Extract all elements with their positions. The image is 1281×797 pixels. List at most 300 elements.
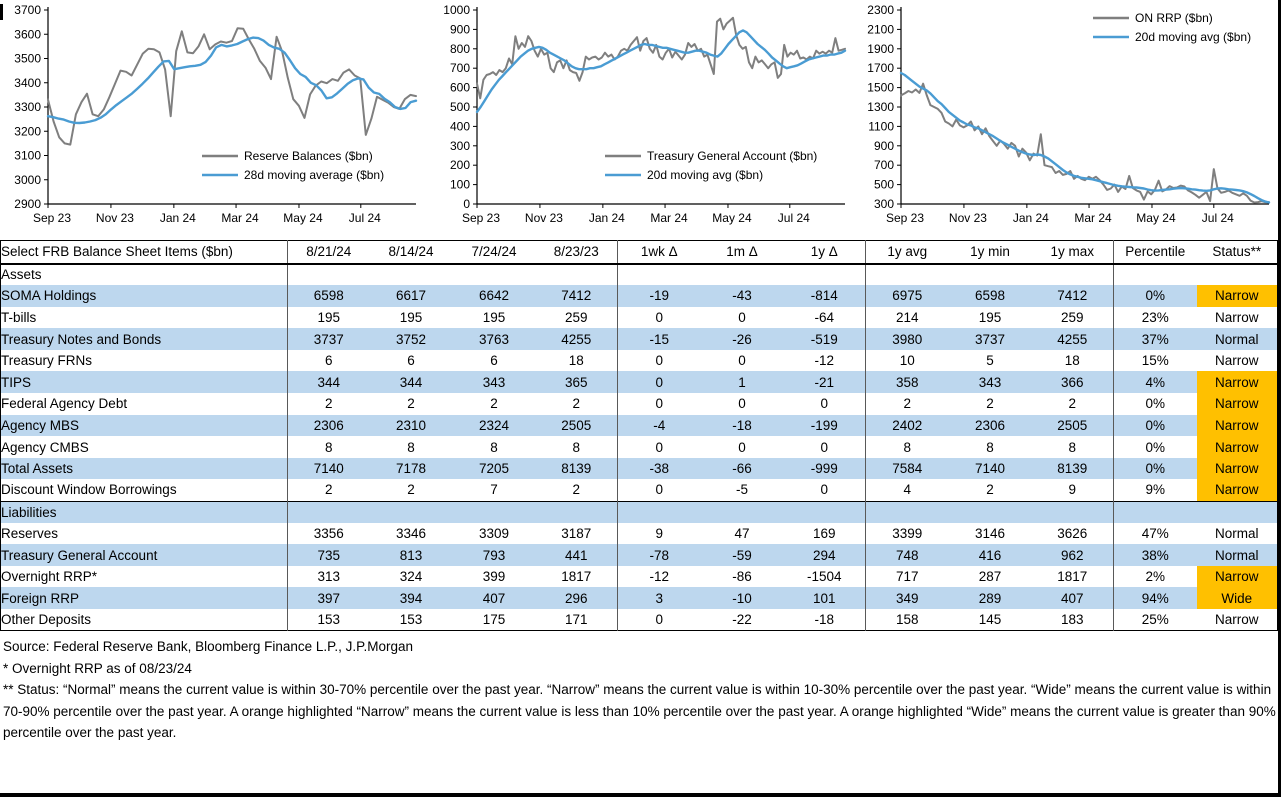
value-cell: 2 — [903, 396, 911, 412]
x-tick-label: Jan 24 — [1012, 211, 1049, 225]
value-cell: -814 — [784, 285, 866, 307]
percentile-cell: 0% — [1114, 285, 1197, 307]
percentile-cell: 0% — [1145, 439, 1165, 455]
value-cell: 2 — [407, 396, 415, 412]
value-cell: 10 — [899, 353, 915, 369]
value-cell — [866, 264, 949, 286]
x-tick-label: Jul 24 — [348, 211, 381, 225]
value-cell: 8 — [407, 439, 415, 455]
percentile-cell: 0% — [1114, 458, 1197, 480]
status-cell: Narrow — [1214, 353, 1259, 369]
value-cell: 171 — [536, 609, 618, 631]
y-tick-label: 1100 — [868, 119, 894, 134]
x-tick-label: Nov 23 — [95, 211, 134, 225]
percentile-cell: 94% — [1114, 587, 1197, 609]
section-row — [1, 501, 1278, 523]
value-cell: 358 — [866, 371, 949, 393]
y-tick-label: 3600 — [14, 27, 41, 42]
value-cell — [618, 501, 701, 523]
value-cell: 296 — [536, 587, 618, 609]
value-cell: 344 — [288, 371, 370, 393]
value-cell: -86 — [732, 569, 752, 585]
row-label: Treasury Notes and Bonds — [1, 328, 288, 350]
y-tick-label: 600 — [449, 80, 470, 95]
column-header: 1m Δ — [701, 241, 784, 264]
value-cell: -10 — [701, 587, 784, 609]
value-cell: -64 — [784, 307, 866, 329]
value-cell: 8139 — [1032, 458, 1114, 480]
percentile-cell: 38% — [1114, 544, 1197, 566]
value-cell: -12 — [649, 569, 669, 585]
status-cell — [1197, 501, 1278, 523]
value-cell: 2310 — [370, 415, 453, 437]
value-cell: 4 — [903, 482, 911, 498]
value-cell: 399 — [482, 569, 506, 585]
value-cell: 0 — [655, 439, 663, 455]
x-tick-label: Sep 23 — [885, 211, 925, 225]
table-row — [1, 587, 1278, 609]
value-cell: 2 — [324, 396, 333, 412]
row-label: Other Deposits — [1, 609, 288, 631]
value-cell: 0 — [738, 396, 746, 412]
value-cell: 3399 — [892, 525, 923, 541]
y-tick-label: 2300 — [867, 3, 894, 17]
treasury-general-account-chart — [433, 2, 853, 234]
column-header: 1y min — [949, 241, 1032, 264]
percentile-cell: 4% — [1114, 371, 1197, 393]
value-cell: -66 — [701, 458, 784, 480]
value-cell: 175 — [482, 612, 506, 628]
y-tick-label: 3400 — [14, 75, 41, 90]
value-cell: 259 — [1032, 307, 1114, 329]
table-row — [1, 371, 1278, 393]
value-cell: 344 — [370, 371, 453, 393]
value-cell: 3146 — [974, 525, 1006, 541]
value-cell: 6598 — [949, 285, 1032, 307]
y-tick-label: 1700 — [867, 61, 894, 76]
status-cell: Narrow — [1197, 436, 1278, 458]
percentile-cell: 15% — [1141, 353, 1169, 369]
value-cell: 324 — [399, 569, 423, 585]
value-cell: 8139 — [536, 458, 618, 480]
legend-label: Reserve Balances ($bn) — [244, 149, 373, 163]
value-cell: -18 — [701, 415, 784, 437]
status-cell: Normal — [1197, 544, 1278, 566]
value-cell — [288, 264, 370, 286]
value-cell: 195 — [978, 309, 1002, 325]
value-cell: 2 — [1032, 393, 1114, 415]
balance-sheet-table — [0, 240, 1278, 631]
legend-label: 20d moving avg ($bn) — [1135, 30, 1252, 44]
value-cell: 6598 — [288, 285, 370, 307]
value-cell: 735 — [288, 544, 370, 566]
value-cell: 962 — [1032, 544, 1114, 566]
value-cell: 47 — [734, 525, 750, 541]
legend-label: ON RRP ($bn) — [1135, 11, 1213, 25]
y-tick-label: 1900 — [867, 41, 894, 56]
percentile-cell: 0% — [1145, 396, 1165, 412]
row-label: Treasury General Account — [1, 544, 288, 566]
value-cell: 3737 — [949, 328, 1032, 350]
value-cell: 183 — [1032, 609, 1114, 631]
value-cell: 8 — [536, 436, 618, 458]
column-header: 8/21/24 — [288, 241, 370, 264]
status-cell: Wide — [1197, 587, 1278, 609]
y-tick-label: 3200 — [14, 124, 41, 139]
y-tick-label: 3100 — [14, 148, 41, 163]
value-cell: 3752 — [370, 328, 453, 350]
value-cell: 153 — [399, 612, 423, 628]
value-cell: 18 — [536, 350, 618, 372]
column-header: 8/23/23 — [536, 241, 618, 264]
y-tick-label: 3500 — [14, 51, 41, 66]
value-cell — [536, 264, 618, 286]
value-cell: 153 — [317, 612, 341, 628]
table-header-row — [1, 241, 1278, 264]
value-cell: 793 — [453, 544, 536, 566]
value-cell: 169 — [784, 523, 866, 545]
value-cell — [701, 264, 784, 286]
value-cell — [453, 501, 536, 523]
value-cell — [370, 501, 453, 523]
value-cell: 158 — [895, 612, 919, 628]
value-cell: 5 — [986, 353, 994, 369]
value-cell: 407 — [1032, 587, 1114, 609]
y-tick-label: 500 — [449, 100, 470, 114]
value-cell — [618, 264, 701, 286]
value-cell: 1817 — [536, 566, 618, 588]
table-row — [1, 544, 1278, 566]
value-cell: 2 — [490, 396, 498, 412]
section-row — [1, 264, 1278, 286]
value-cell: 2 — [407, 482, 415, 498]
reserve-balances-chart — [4, 2, 424, 234]
value-cell: 195 — [482, 309, 506, 325]
value-cell: 365 — [536, 371, 618, 393]
y-tick-label: 700 — [873, 158, 894, 173]
value-cell: 3356 — [313, 525, 344, 541]
status-cell: Narrow — [1197, 479, 1278, 501]
y-tick-label: 900 — [873, 138, 894, 153]
row-label: Agency CMBS — [1, 436, 288, 458]
value-cell: 0 — [738, 353, 746, 369]
value-cell: 8 — [324, 439, 333, 455]
value-cell: 0 — [655, 482, 663, 498]
value-cell: 9 — [655, 525, 663, 541]
percentile-cell: 2% — [1145, 569, 1165, 585]
y-tick-label: 2100 — [867, 22, 894, 37]
table-row — [1, 307, 1278, 329]
value-cell: 2505 — [536, 415, 618, 437]
value-cell: -15 — [618, 328, 701, 350]
value-cell: 7412 — [1032, 285, 1114, 307]
table-row — [1, 523, 1278, 545]
value-cell: -4 — [618, 415, 701, 437]
x-tick-label: Jan 24 — [588, 211, 625, 225]
rrp-footnote: * Overnight RRP as of 08/23/24 — [3, 660, 192, 676]
row-label: Liabilities — [1, 501, 288, 523]
value-cell: 287 — [978, 569, 1002, 585]
value-cell — [536, 501, 618, 523]
row-label: Discount Window Borrowings — [1, 479, 288, 501]
value-cell: 195 — [399, 309, 423, 325]
series-line — [901, 84, 1269, 203]
value-cell: -43 — [701, 285, 784, 307]
legend-label: Treasury General Account ($bn) — [647, 149, 818, 163]
x-tick-label: Jul 24 — [777, 211, 810, 225]
value-cell: -38 — [618, 458, 701, 480]
value-cell: -199 — [784, 415, 866, 437]
y-tick-label: 1500 — [867, 80, 894, 95]
value-cell: 3626 — [1032, 523, 1114, 545]
y-tick-label: 800 — [449, 41, 470, 56]
y-tick-label: 900 — [449, 22, 470, 37]
value-cell — [453, 264, 536, 286]
status-cell: Normal — [1214, 525, 1259, 541]
value-cell: 6 — [490, 353, 498, 369]
status-cell: Normal — [1197, 328, 1278, 350]
value-cell: -999 — [784, 458, 866, 480]
value-cell: -22 — [732, 612, 752, 628]
legend-label: 28d moving average ($bn) — [244, 168, 385, 182]
column-header: 1y max — [1032, 241, 1114, 264]
value-cell: -12 — [784, 350, 866, 372]
value-cell: 2 — [536, 393, 618, 415]
value-cell: 2 — [324, 482, 333, 498]
value-cell — [866, 501, 949, 523]
y-tick-label: 2900 — [14, 197, 41, 211]
value-cell: 3737 — [288, 328, 370, 350]
value-cell: 2306 — [288, 415, 370, 437]
value-cell: -5 — [735, 482, 748, 498]
value-cell: 717 — [895, 569, 919, 585]
x-tick-label: Mar 24 — [1074, 211, 1112, 225]
value-cell: 343 — [453, 371, 536, 393]
value-cell: 366 — [1032, 371, 1114, 393]
status-cell — [1197, 264, 1278, 286]
value-cell: 101 — [784, 587, 866, 609]
column-header: 8/14/24 — [370, 241, 453, 264]
value-cell: 397 — [288, 587, 370, 609]
value-cell: 0 — [784, 479, 866, 501]
value-cell: 2 — [986, 396, 994, 412]
x-tick-label: Nov 23 — [524, 211, 563, 225]
percentile-cell: 25% — [1141, 612, 1169, 628]
row-label: Foreign RRP — [1, 587, 288, 609]
status-cell: Narrow — [1214, 309, 1259, 325]
y-tick-label: 3700 — [14, 3, 41, 17]
status-cell: Narrow — [1214, 612, 1259, 628]
value-cell: 2324 — [453, 415, 536, 437]
row-label: Agency MBS — [1, 415, 288, 437]
value-cell: -1504 — [784, 566, 866, 588]
legend-label: 20d moving avg ($bn) — [647, 168, 764, 182]
y-tick-label: 500 — [873, 177, 894, 192]
x-tick-label: May 24 — [283, 211, 323, 225]
y-tick-label: 200 — [449, 158, 470, 173]
status-footnote: ** Status: “Normal” means the current value is within 30-70% percentile over the past year. “Narrow” means the current value is within 10-30% percentile over the past year. “Wide” means the current value is within 70-90% percentile over the past year. A orange highlighted “Narrow” means the current value is less than 10% percentile over the past year. A orange highlighted “Wide” means the current value is greater than 90% percentile over the past year. — [3, 682, 1276, 740]
value-cell — [949, 501, 1032, 523]
value-cell: -519 — [784, 328, 866, 350]
status-cell: Narrow — [1197, 371, 1278, 393]
value-cell: -78 — [618, 544, 701, 566]
value-cell: 343 — [949, 371, 1032, 393]
y-tick-label: 0 — [463, 197, 470, 211]
table-row — [1, 415, 1278, 437]
value-cell: 8 — [1032, 436, 1114, 458]
table-row — [1, 609, 1278, 631]
on-rrp-chart — [857, 2, 1277, 234]
value-cell: 0 — [784, 436, 866, 458]
row-label: SOMA Holdings — [1, 285, 288, 307]
y-tick-label: 700 — [449, 61, 470, 76]
value-cell: 349 — [866, 587, 949, 609]
percentile-cell — [1114, 501, 1197, 523]
table-row — [1, 458, 1278, 480]
y-tick-label: 1300 — [867, 100, 894, 114]
row-label: Treasury FRNs — [1, 350, 288, 372]
percentile-cell: 9% — [1145, 482, 1165, 498]
value-cell: 4255 — [1032, 328, 1114, 350]
value-cell — [784, 264, 866, 286]
value-cell: 394 — [370, 587, 453, 609]
value-cell: 0 — [618, 371, 701, 393]
value-cell: 259 — [536, 307, 618, 329]
value-cell: 6 — [324, 353, 333, 369]
table-row — [1, 479, 1278, 501]
value-cell: 7205 — [453, 458, 536, 480]
status-cell: Narrow — [1197, 285, 1278, 307]
x-tick-label: Sep 23 — [461, 211, 501, 225]
column-header: 1y Δ — [784, 241, 866, 264]
value-cell: 6617 — [370, 285, 453, 307]
value-cell: 1817 — [1032, 566, 1114, 588]
column-header: 1y avg — [866, 241, 949, 264]
value-cell: 8 — [903, 439, 911, 455]
value-cell: 214 — [895, 309, 919, 325]
value-cell: 2306 — [949, 415, 1032, 437]
value-cell: 441 — [536, 544, 618, 566]
page-edge-bottom — [0, 793, 1281, 797]
value-cell: 416 — [949, 544, 1032, 566]
footnotes — [3, 636, 1277, 744]
table-row — [1, 393, 1278, 415]
percentile-cell: 23% — [1141, 309, 1169, 325]
value-cell: 6642 — [453, 285, 536, 307]
y-tick-label: 3000 — [14, 172, 41, 187]
table-row — [1, 350, 1278, 372]
row-label: Reserves — [1, 523, 288, 545]
value-cell: 0 — [738, 439, 746, 455]
y-tick-label: 1000 — [443, 3, 470, 17]
value-cell: 195 — [317, 309, 341, 325]
row-label: Assets — [1, 264, 288, 286]
value-cell: 18 — [1032, 350, 1114, 372]
value-cell: 294 — [784, 544, 866, 566]
value-cell: -18 — [784, 609, 866, 631]
value-cell: 0 — [784, 393, 866, 415]
x-tick-label: Nov 23 — [948, 211, 987, 225]
value-cell: 3763 — [453, 328, 536, 350]
value-cell: 8 — [490, 439, 498, 455]
percentile-cell: 47% — [1141, 525, 1169, 541]
percentile-cell: 37% — [1114, 328, 1197, 350]
value-cell: 7412 — [536, 285, 618, 307]
value-cell: 407 — [453, 587, 536, 609]
x-tick-label: Jan 24 — [159, 211, 196, 225]
y-tick-label: 3300 — [14, 100, 41, 114]
value-cell — [784, 501, 866, 523]
x-tick-label: May 24 — [712, 211, 752, 225]
table-row — [1, 285, 1278, 307]
series-line — [901, 73, 1269, 203]
value-cell: 7140 — [288, 458, 370, 480]
y-tick-label: 100 — [449, 177, 470, 192]
table-title: Select FRB Balance Sheet Items ($bn) — [1, 241, 288, 264]
value-cell: 6 — [407, 353, 415, 369]
value-cell: 7 — [490, 482, 498, 498]
x-tick-label: May 24 — [1136, 211, 1176, 225]
table-row — [1, 566, 1278, 588]
value-cell: 3346 — [395, 525, 427, 541]
status-cell: Narrow — [1197, 566, 1278, 588]
x-tick-label: Sep 23 — [32, 211, 72, 225]
value-cell: 6975 — [866, 285, 949, 307]
row-label: Total Assets — [1, 458, 288, 480]
value-cell — [949, 264, 1032, 286]
value-cell: 2 — [536, 479, 618, 501]
table-row — [1, 436, 1278, 458]
value-cell: 2505 — [1032, 415, 1114, 437]
value-cell: 3980 — [866, 328, 949, 350]
value-cell: 813 — [370, 544, 453, 566]
value-cell: 2402 — [866, 415, 949, 437]
column-header: 1wk Δ — [618, 241, 701, 264]
y-tick-label: 300 — [449, 138, 470, 153]
percentile-cell: 0% — [1114, 415, 1197, 437]
table-row — [1, 328, 1278, 350]
value-cell: 4255 — [536, 328, 618, 350]
status-cell: Narrow — [1197, 393, 1278, 415]
page-edge-mark — [0, 4, 3, 20]
column-header: 7/24/24 — [453, 241, 536, 264]
value-cell: -19 — [618, 285, 701, 307]
percentile-cell — [1114, 264, 1197, 286]
value-cell — [1032, 264, 1114, 286]
value-cell: 2 — [986, 482, 994, 498]
x-tick-label: Mar 24 — [650, 211, 688, 225]
value-cell: 3309 — [478, 525, 510, 541]
value-cell: 7584 — [866, 458, 949, 480]
row-label: TIPS — [1, 371, 288, 393]
column-header: Percentile — [1114, 241, 1197, 264]
row-label: T-bills — [1, 307, 288, 329]
status-cell: Narrow — [1197, 415, 1278, 437]
value-cell: -21 — [784, 371, 866, 393]
value-cell: 289 — [949, 587, 1032, 609]
value-cell: 7140 — [949, 458, 1032, 480]
column-header: Status** — [1197, 241, 1278, 264]
value-cell: -59 — [701, 544, 784, 566]
series-line — [477, 18, 845, 99]
value-cell: 145 — [978, 612, 1002, 628]
x-tick-label: Mar 24 — [221, 211, 259, 225]
value-cell — [288, 501, 370, 523]
source-note: Source: Federal Reserve Bank, Bloomberg Finance L.P., J.P.Morgan — [3, 639, 413, 654]
row-label: Federal Agency Debt — [1, 393, 288, 415]
value-cell: 1 — [701, 371, 784, 393]
row-label: Overnight RRP* — [1, 566, 288, 588]
